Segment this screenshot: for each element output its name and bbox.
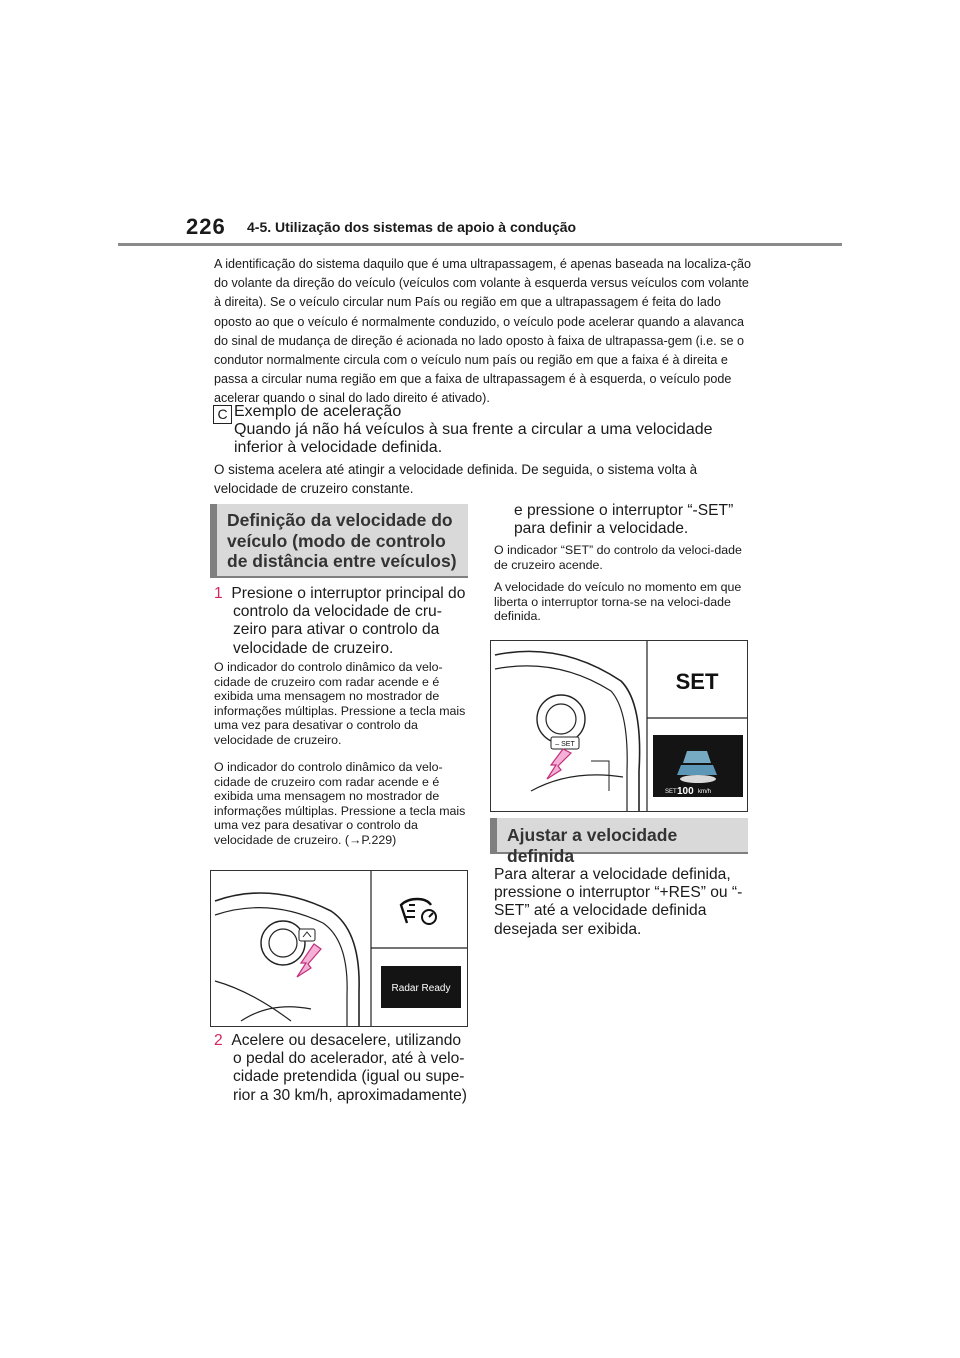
header-divider (118, 243, 842, 246)
step-2-number: 2 (214, 1032, 223, 1049)
step-1-text: Presione o interruptor principal do controlo da velocidade de cru-zeiro para ativar o controlo da velocidade de cruzeiro. (231, 585, 466, 657)
figure-main-switch-illustration (211, 871, 467, 1026)
step-1 (214, 585, 468, 658)
section-title: 4-5. Utilização dos sistemas de apoio à condução (247, 219, 577, 235)
section-heading-adjust-speed: Ajustar a velocidade definida (490, 818, 748, 854)
figure-main-switch (210, 870, 468, 1027)
step-2 (214, 1032, 468, 1105)
section-heading-set-speed: Definição da velocidade do veículo (modo de controlo de distância entre veículos) (210, 504, 468, 578)
adjust-speed-body: Para alterar a velocidade definida, pressione o interruptor “+RES” ou “-SET” até a velocidade definida desejada ser exibida. (494, 866, 743, 938)
example-subtitle: Quando já não há veículos à sua frente a circular a uma velocidade inferior à velocidade definida. (234, 421, 713, 456)
step-1-note-1: O indicador do controlo dinâmico da velo-cidade de cruzeiro com radar acende e é exibida uma mensagem no mostrador de informações múltiplas. Pressione a tecla mais uma vez para desativar o controlo da velocidade de cruzeiro. (214, 660, 466, 747)
press-arrow-icon (547, 749, 571, 779)
step-2-continuation: e pressione o interruptor “-SET” para definir a velocidade. (514, 502, 734, 538)
speed-unit: km/h (698, 789, 712, 795)
example-title: Exemplo de aceleração (234, 403, 402, 420)
figure-set-switch-illustration (491, 641, 747, 811)
page-number: 226 (186, 214, 226, 239)
step-1-number: 1 (214, 585, 223, 602)
intro-paragraph (214, 255, 754, 409)
set-indicator-text: SET (675, 669, 719, 694)
cruise-indicator-icon (401, 899, 436, 924)
intro-text: A identificação do sistema daquilo que é uma ultrapassagem, é apenas baseada na localiza-ção do volante da direção do veículo (veículos com volante à esquerda versus veículos com volante à direita). Se o veículo circular num País ou região em que a ultrapassagem é feita do lado oposto ao que o veículo é normalmente conduzido, o veículo pode acelerar quando a alavanca do sinal de mudança de direção é acionada no lado oposto à faixa de ultrapassa-gem (i.e. se o condutor normalmente circula com o veículo num país ou região em que a faixa é à direita e passa a circular numa região em que a faixa de ultrapassagem é à esquerda, o veículo pode acelerar quando o sinal do lado direito é ativado). (214, 257, 751, 406)
step-2-text: Acelere ou desacelere, utilizando o pedal do acelerador, até à velo-cidade pretendida (igual ou supe-rior a 30 km/h, aproximadamente) (231, 1032, 468, 1104)
speed-set-prefix: SET (665, 789, 677, 795)
step-1-note-2: O indicador do controlo dinâmico da velo-cidade de cruzeiro com radar acende e é exibida uma mensagem no mostrador de informações múltiplas. Pressione a tecla mais uma vez para desativar o controlo da velocidade de cruzeiro. (→P.229) (214, 760, 466, 847)
example-body: O sistema acelera até atingir a velocidade definida. De seguida, o sistema volta à velocidade de cruzeiro constante. (214, 462, 698, 496)
radar-ready-text: Radar Ready (391, 983, 451, 994)
step-2-note-2: A velocidade do veículo no momento em que liberta o interruptor torna-se na veloci-dade definida. (494, 580, 742, 624)
example-label-box: C (213, 405, 232, 424)
step-2-note-1: O indicador “SET” do controlo da veloci-dade de cruzeiro acende. (494, 543, 742, 572)
set-switch-label: – SET (555, 741, 575, 748)
set-speed-value: 100 (677, 786, 694, 797)
example-heading (234, 403, 754, 457)
figure-set-switch (490, 640, 748, 812)
